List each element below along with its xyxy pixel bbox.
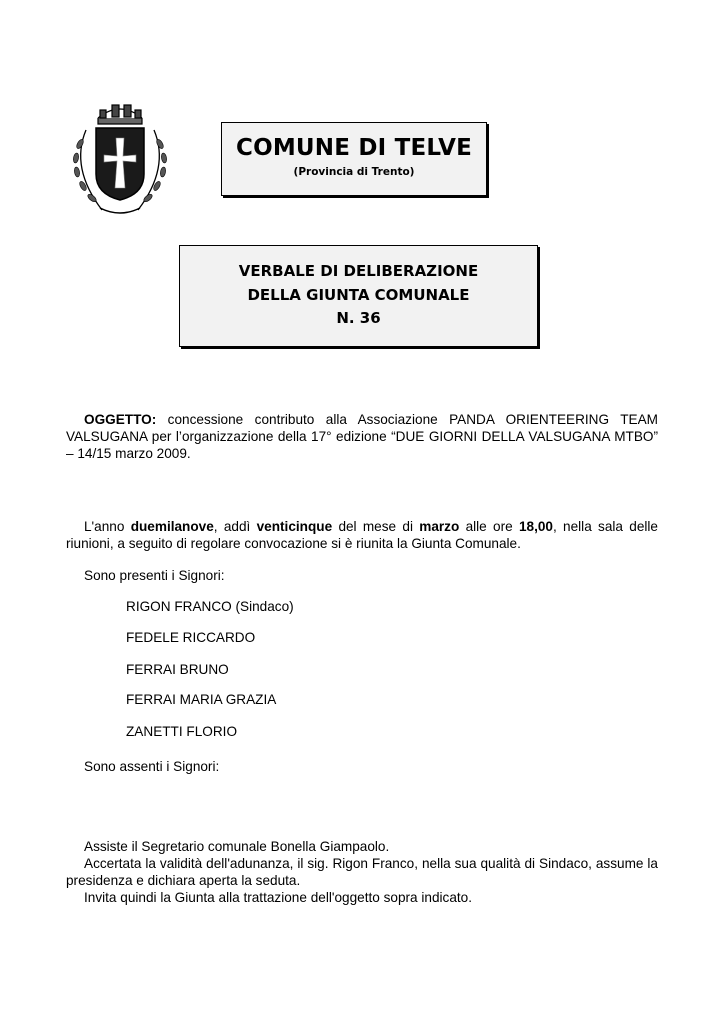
absent-label: Sono assenti i Signori: <box>84 759 220 774</box>
intro-text: alle ore <box>459 519 519 534</box>
intro-paragraph <box>66 518 658 552</box>
oggetto-label: OGGETTO: <box>84 412 157 427</box>
document-title-line2: DELLA GIUNTA COMUNALE <box>247 285 470 304</box>
intro-hour: 18,00 <box>518 519 553 534</box>
closing-line2: Accertata la validità dell'adunanza, il sig. Rigon Franco, nella sua qualità di Sindaco, assume la presidenza e dichiara aperta la seduta. <box>66 856 658 888</box>
closing-line3: Invita quindi la Giunta alla trattazione dell'oggetto sopra indicato. <box>84 890 472 905</box>
intro-text: , nella sala delle riunioni, a seguito di regolare convocazione si è riunita la Giunta Comunale. <box>66 519 658 551</box>
document-title-line1: VERBALE DI DELIBERAZIONE <box>238 262 479 280</box>
oggetto-paragraph <box>66 411 658 462</box>
member-item: FEDELE RICCARDO <box>126 630 256 645</box>
present-label: Sono presenti i Signori: <box>84 568 225 583</box>
document-number: N. 36 <box>336 309 381 327</box>
closing-line1: Assiste il Segretario comunale Bonella Giampaolo. <box>84 839 390 854</box>
member-item: ZANETTI FLORIO <box>126 724 238 739</box>
intro-text: L'anno <box>84 519 131 534</box>
member-item: RIGON FRANCO (Sindaco) <box>126 599 294 614</box>
municipality-title: COMUNE DI TELVE <box>235 135 473 161</box>
intro-month: marzo <box>419 519 460 534</box>
province-subtitle: (Provincia di Trento) <box>293 166 415 178</box>
municipality-header-box <box>221 122 487 196</box>
coat-of-arms-logo <box>62 98 178 220</box>
intro-text: , addì <box>213 519 257 534</box>
member-item: FERRAI MARIA GRAZIA <box>126 692 277 707</box>
oggetto-text: concessione contributo alla Associazione PANDA ORIENTEERING TEAM VALSUGANA per l’organizzazione della 17° edizione “DUE GIORNI DELLA VALSUGANA MTBO” – 14/15 marzo 2009. <box>66 412 658 461</box>
intro-day: venticinque <box>256 519 333 534</box>
intro-year: duemilanove <box>130 519 214 534</box>
document-title-box <box>179 245 538 347</box>
member-item: FERRAI BRUNO <box>126 662 229 677</box>
intro-text: del mese di <box>332 519 420 534</box>
